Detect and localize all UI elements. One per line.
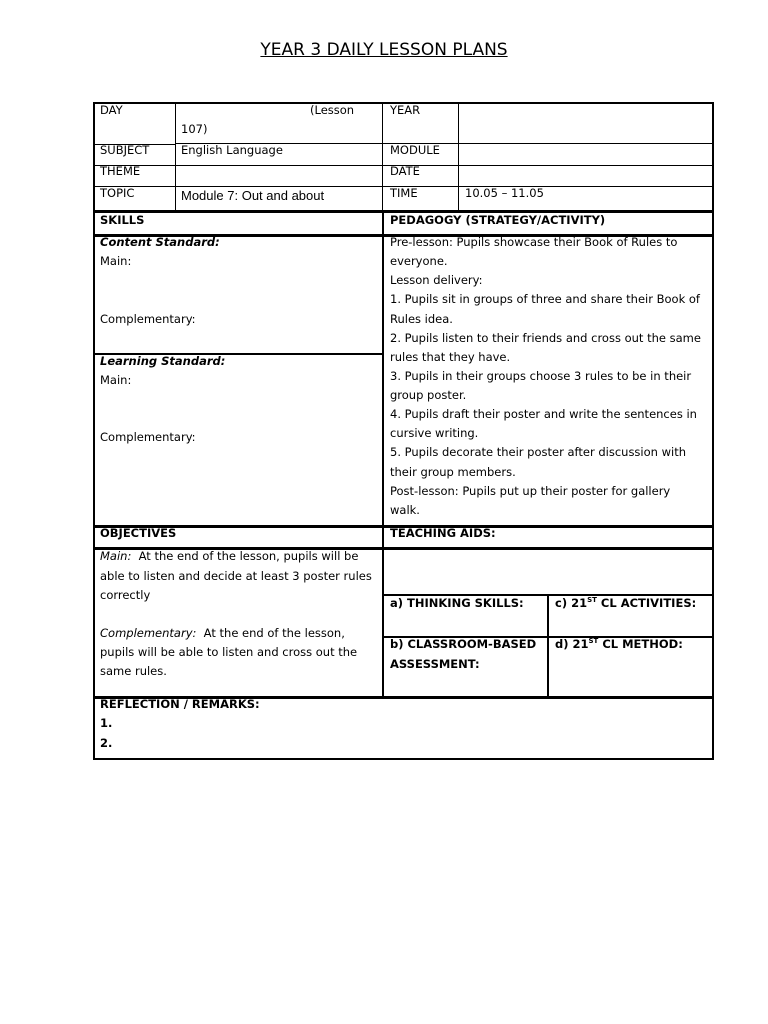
assessment-label: b) CLASSROOM-BASED (390, 637, 537, 651)
day-label: DAY (100, 103, 123, 117)
cl-activities-suffix: CL ACTIVITIES: (596, 596, 697, 610)
pedagogy-line: rules that they have. (390, 350, 511, 364)
cl-method-prefix: d) 21 (555, 637, 589, 651)
cl-activities-label (555, 594, 696, 613)
objective-main-line: able to listen and decide at least 3 poster rules (100, 569, 372, 583)
reflection-item-2: 2. (100, 736, 113, 750)
learning-standard-complementary: Complementary: (100, 430, 196, 444)
skills-heading: SKILLS (100, 213, 145, 227)
pedagogy-line: Lesson delivery: (390, 273, 483, 287)
cl-activities-sup: ST (587, 596, 597, 605)
cl-method-label (555, 635, 683, 654)
subject-value: English Language (181, 143, 283, 157)
pedagogy-line: 3. Pupils in their groups choose 3 rules to be in their (390, 369, 692, 383)
cl-method-sup: ST (588, 637, 599, 646)
content-standard-heading: Content Standard: (100, 235, 220, 249)
pedagogy-line: walk. (390, 503, 420, 517)
objective-complementary-line: pupils will be able to listen and cross out the (100, 645, 358, 659)
objective-complementary-text: At the end of the lesson, (196, 626, 345, 640)
cl-activities-prefix: c) 21 (555, 596, 588, 610)
divider (382, 102, 383, 210)
time-label: TIME (390, 186, 418, 200)
pedagogy-line: Rules idea. (390, 312, 453, 326)
content-standard-main: Main: (100, 254, 132, 268)
lesson-open: (Lesson (310, 103, 355, 117)
divider (175, 102, 176, 210)
thinking-skills-label: a) THINKING SKILLS: (390, 596, 524, 610)
objective-main-text: At the end of the lesson, pupils will be (131, 549, 359, 563)
objective-main-line: correctly (100, 588, 151, 602)
subject-label: SUBJECT (100, 143, 150, 157)
module-label: MODULE (390, 143, 440, 157)
reflection-item-1: 1. (100, 716, 113, 730)
pedagogy-line: 1. Pupils sit in groups of three and share their Book of (390, 292, 700, 306)
year-label: YEAR (390, 103, 421, 117)
divider (547, 594, 549, 698)
assessment-label-line2: ASSESSMENT: (390, 657, 480, 671)
pedagogy-line: everyone. (390, 254, 448, 268)
content-standard-complementary: Complementary: (100, 312, 196, 326)
pedagogy-line: Pre-lesson: Pupils showcase their Book of Rules to (390, 235, 678, 249)
pedagogy-line: group poster. (390, 388, 467, 402)
date-label: DATE (390, 164, 420, 178)
objectives-heading: OBJECTIVES (100, 526, 177, 540)
reflection-heading: REFLECTION / REMARKS: (100, 697, 260, 711)
objective-main (100, 547, 358, 566)
time-value: 10.05 – 11.05 (465, 186, 544, 200)
topic-label: TOPIC (100, 186, 135, 200)
divider (382, 210, 384, 698)
objective-main-label: Main: (100, 549, 132, 563)
teaching-aids-heading: TEACHING AIDS: (390, 526, 496, 540)
cl-method-suffix: CL METHOD: (598, 637, 683, 651)
page-title: YEAR 3 DAILY LESSON PLANS (260, 40, 508, 60)
topic-value: Module 7: Out and about (181, 188, 325, 203)
pedagogy-line: 5. Pupils decorate their poster after discussion with (390, 445, 686, 459)
pedagogy-line: their group members. (390, 465, 516, 479)
pedagogy-line: Post-lesson: Pupils put up their poster for gallery (390, 484, 671, 498)
lesson-number: 107) (181, 122, 208, 136)
divider (458, 102, 459, 210)
pedagogy-line: 4. Pupils draft their poster and write the sentences in (390, 407, 697, 421)
pedagogy-line: cursive writing. (390, 426, 479, 440)
objective-complementary (100, 624, 345, 643)
pedagogy-heading: PEDAGOGY (STRATEGY/ACTIVITY) (390, 213, 606, 227)
theme-label: THEME (100, 164, 141, 178)
objective-complementary-line: same rules. (100, 664, 167, 678)
objective-complementary-label: Complementary: (100, 626, 197, 640)
learning-standard-heading: Learning Standard: (100, 354, 226, 368)
learning-standard-main: Main: (100, 373, 132, 387)
pedagogy-line: 2. Pupils listen to their friends and cross out the same (390, 331, 701, 345)
